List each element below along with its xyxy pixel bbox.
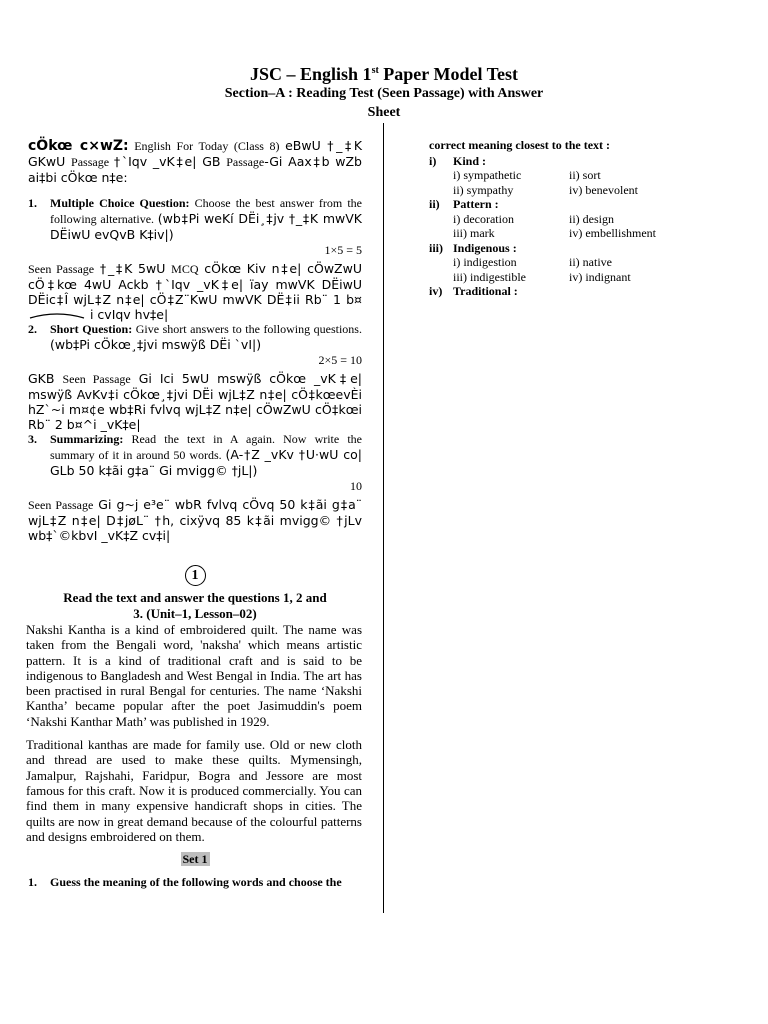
word-item-traditional: iv) Traditional : <box>429 284 518 298</box>
wavy-mark-icon <box>28 312 86 320</box>
option: iii) mark <box>453 226 495 240</box>
question-1: 1. Guess the meaning of the following words and choose the <box>28 875 342 890</box>
instruction-short-detail: GKB Seen Passage Gi Ici 5wU mswÿß cÖkœ _vK‡e| mswÿß AvKv‡i cÖkœ¸‡jvi DËi wjL‡Z n‡e| cÖ‡kœevÈi hZ`~i m¤¢e wb‡Ri fvlvq wjL‡Z n‡e| cÖwZwU cÖ‡kœi Rb¨ 2 b¤^i _vK‡e| <box>28 371 363 432</box>
section-subtitle-cont: Sheet <box>367 105 401 120</box>
passage-paragraph: Traditional kanthas are made for family use. Old or new cloth and thread are used to make these quilts. Mymensingh, Jamalpur, Rajshahi, Faridpur, Bogra and Jessore are most famous for this craft. Now it is produced commercially. You can find them in many expensive handicraft shops in cities. The quilts are now in great demand because of the colourful patterns and designs embroidered on them. <box>26 737 362 844</box>
option: iv) embellishment <box>569 226 656 240</box>
question-pattern-intro: cÖkœ c×wZ: English For Today (Class 8) eBwU †_‡K GKwU Passage †`Iqv _vK‡e| GB Passage-Gi Aax‡b wZb ai‡bi cÖkœ n‡e: <box>28 138 363 185</box>
question-1-continued: correct meaning closest to the text : <box>429 138 611 152</box>
option: iii) indigestible <box>453 269 526 284</box>
word-item-kind: i) Kind : i) sympathetic ii) sort ii) sympathy iv) benevolent <box>429 154 749 198</box>
instruction-summary-detail: Seen Passage Gi g~j e³e¨ wbR fvlvq cÖvq 50 k‡ãi g‡a¨ wjL‡Z n‡e| D‡jøL¨ †h, cixÿvq 85 k‡ãi mvigg© †jLv wb‡`©kbvI _vK‡Z cv‡i| <box>28 497 362 543</box>
option: iv) indignant <box>569 269 631 284</box>
column-divider <box>383 123 384 913</box>
option: iv) benevolent <box>569 182 638 197</box>
right-column <box>429 138 749 299</box>
marks: 2×5 = 10 <box>318 353 362 367</box>
passage-heading: Read the text and answer the questions 1, 2 and 3. (Unit–1, Lesson–02) <box>63 590 327 621</box>
option: i) decoration <box>453 211 514 226</box>
instruction-short: 2. Short Question: Give short answers to the following questions. (wb‡Pi cÖkœ¸‡jvi mswÿß DËi `vI|) 2×5 = 10 <box>28 322 362 367</box>
option: ii) native <box>569 255 612 269</box>
marks: 1×5 = 5 <box>324 243 362 257</box>
page-title: JSC – English 1st Paper Model Test <box>250 64 518 84</box>
set-label: Set 1 <box>182 852 208 867</box>
passage-paragraph: Nakshi Kantha is a kind of embroidered quilt. The name was taken from the Bengali word, 'naksha' which means artistic pattern. It is a kind of traditional craft and is said to be indigenous to Bangladesh and West Bengal in India. The art has been practised in rural Bengal for centuries. The name ‘Nakshi Kantha’ became popular after the poet Jasimuddin's poem ‘Nakshi Kanthar Math’ was published in 1929. <box>26 622 362 729</box>
option: i) indigestion <box>453 255 517 269</box>
instruction-mcq-detail: Seen Passage †_‡K 5wU MCQ cÖkœ Kiv n‡e| cÖwZwU cÖ‡kœ 4wU Ackb †`Iqv _vK‡e| ïay mwVK DËiwU DËic‡Î wjL‡Z n‡e| cÖ‡Z¨KwU mwVK DË‡ii Rb¨ 1 b¤ i cvIqv hv‡e| <box>28 261 362 322</box>
instruction-mcq: 1. Multiple Choice Question: Choose the best answer from the following alternative. (wb‡Pi weKí DËi¸‡jv †_‡K mwVK DËiwU evQvB K‡iv|) 1×5 = 5 <box>28 196 363 257</box>
option: ii) design <box>569 211 614 226</box>
word-item-indigenous: iii) Indigenous : i) indigestion ii) native iii) indigestible iv) indignant <box>429 241 749 285</box>
instruction-summary: 3. Summarizing: Read the text in A again. Now write the summary of it in around 50 words. (A-†Z _vKv †U·wU co| GLb 50 k‡ãi g‡a¨ Gi mvigg© †jL|) 10 <box>28 432 362 493</box>
option: i) sympathetic <box>453 168 522 182</box>
option: ii) sympathy <box>453 182 514 197</box>
word-item-pattern: ii) Pattern : i) decoration ii) design iii) mark iv) embellishment <box>429 197 749 241</box>
option: ii) sort <box>569 168 601 182</box>
left-column <box>28 138 362 890</box>
section-subtitle: Section–A : Reading Test (Seen Passage) with Answer <box>224 86 544 101</box>
passage-number-badge: 1 <box>185 565 206 586</box>
marks: 10 <box>350 479 362 493</box>
